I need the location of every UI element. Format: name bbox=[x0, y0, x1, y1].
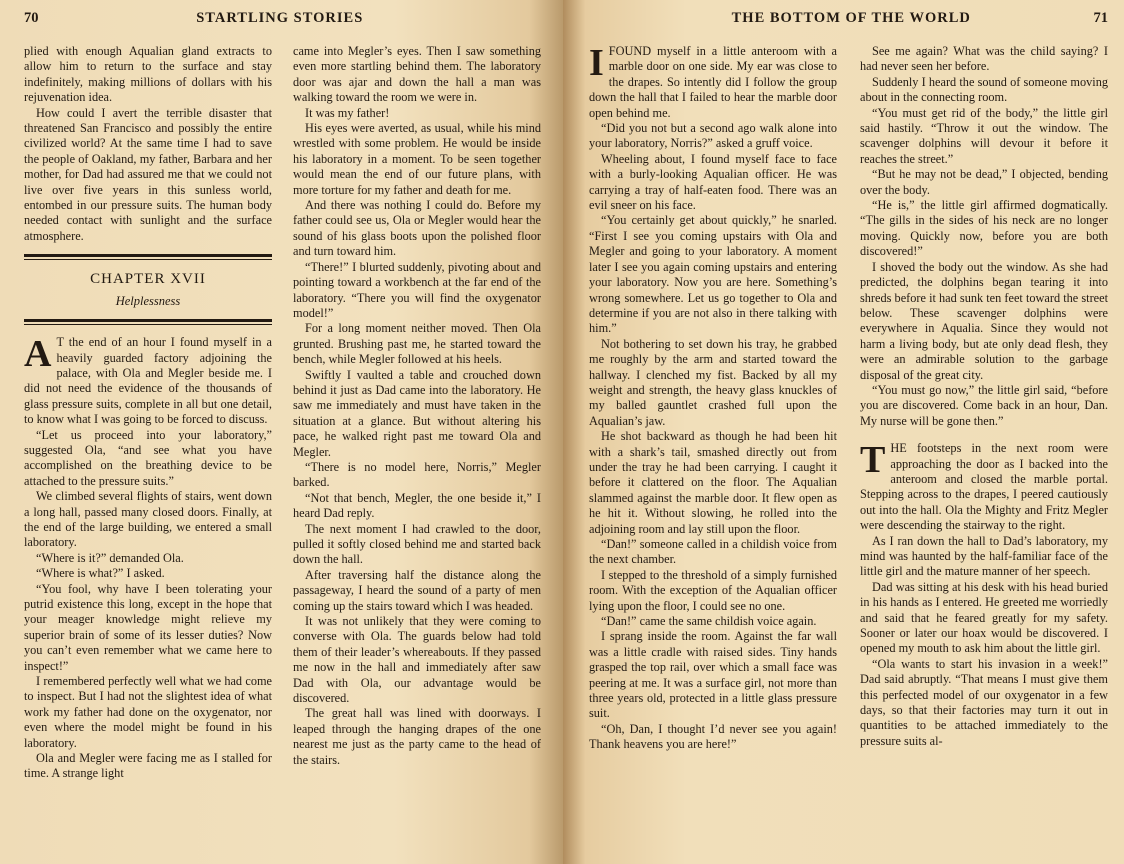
paragraph: “But he may not be dead,” I objected, bending over the body. bbox=[860, 167, 1108, 197]
paragraph: And there was nothing I could do. Before my father could see us, Ola or Megler would hear the sound of his glass boots upon the polished floor and turn toward him. bbox=[293, 198, 541, 259]
paragraph: “Dan!” came the same childish voice again. bbox=[601, 614, 817, 629]
paragraph: “You must get rid of the body,” the little girl said hastily. “Throw it out the window. The scavenger dolphins will devour it before it reaches the street.” bbox=[860, 105, 1108, 166]
paragraph: “Where is it?” demanded Ola. bbox=[36, 550, 184, 565]
paragraph: Wheeling about, I found myself face to face with a burly-looking Aqualian officer. He was carrying a tray of half-eaten food. There was an evil sneer on his face. bbox=[589, 151, 837, 213]
paragraph: “Dan!” someone called in a childish voice from the next chamber. bbox=[589, 537, 837, 567]
section-opening-paragraph: IFOUND myself in a little anteroom with a marble door on one side. My ear was close to the drapes. So intently did I follow the group down the hall that I failed to hear the marble door open behind me. bbox=[589, 42, 837, 120]
paragraph: Dad was sitting at his desk with his head buried in his hands as I entered. He greeted me worriedly and said that he feared greatly for my safety. Sooner or later our hoax would be discovered. I opened my mouth to ask him about the little girl. bbox=[860, 579, 1108, 656]
paragraph: We climbed several flights of stairs, went down a long hall, passed many closed doors. Finally, at the end of the large building, we entered a small laboratory. bbox=[24, 489, 272, 550]
drop-cap: I bbox=[589, 42, 604, 84]
paragraph: See me again? What was the child saying? I had never seen her before. bbox=[860, 44, 1108, 74]
right-running-header bbox=[589, 10, 1108, 34]
left-running-header bbox=[24, 10, 541, 34]
paragraph: The great hall was lined with doorways. I leaped through the hanging drapes of the one nearest me just as the party came to the head of the stairs. bbox=[293, 706, 541, 767]
paragraph: “You certainly get about quickly,” he snarled. “First I see you coming upstairs with Ola and Megler and going to your laboratory. A moment later I see you again coming upstairs and entering your laboratory. Now you are here. Something’s wrong somewhere. Let us go together to Ola and determine if you are not also in there talking with him.” bbox=[589, 213, 837, 336]
chapter-title: CHAPTER XVII bbox=[90, 271, 206, 288]
paragraph: The next moment I had crawled to the door, pulled it softly closed behind me and started back down the hall. bbox=[293, 521, 541, 567]
right-running-head: THE BOTTOM OF THE WORLD bbox=[731, 10, 971, 26]
paragraph: “There is no model here, Norris,” Megler barked. bbox=[293, 459, 541, 490]
right-column-1 bbox=[589, 44, 837, 753]
chapter-subtitle: Helplessness bbox=[115, 293, 181, 308]
paragraph: “Did you not but a second ago walk alone into your laboratory, Norris?” asked a gruff voice. bbox=[589, 121, 837, 151]
paragraph: His eyes were averted, as usual, while his mind wrestled with some problem. He would be inside his laboratory in a moment. To be seen together would mean the end of our future plans, with more torture for my father and death for me. bbox=[293, 121, 541, 197]
drop-cap: T bbox=[860, 439, 886, 482]
paragraph: plied with enough Aqualian gland extracts to allow him to return to the surface and stay indefinitely, making millions of dollars with his rejuvenation idea. bbox=[24, 44, 272, 105]
paragraph: “Ola wants to start his invasion in a week!” Dad said abruptly. “That means I must give them this perfected model of our oxygenator in a few days, so that their factories may turn it out in quantities to be attached immediately to the pressure suits al- bbox=[860, 656, 1108, 748]
right-column-2 bbox=[860, 44, 1108, 753]
paragraph: As I ran down the hall to Dad’s laboratory, my mind was haunted by the half-familiar face of the little girl and the mature manner of her speech. bbox=[860, 533, 1108, 579]
paragraph: Suddenly I heard the sound of someone moving about in the connecting room. bbox=[860, 74, 1108, 105]
right-page-number: 71 bbox=[1093, 10, 1108, 26]
paragraph: Ola and Megler were facing me as I stalled for time. A strange light bbox=[24, 751, 272, 781]
paragraph: I remembered perfectly well what we had come to inspect. But I had not the slightest idea of what work my father had done on the oxygenator, nor even where the model might be found in his laboratory. bbox=[24, 674, 272, 750]
paragraph: Not bothering to set down his tray, he grabbed me roughly by the arm and started toward the hallway. I clenched my fist. Backed by all my weight and strength, the heavy glass knuckles of my balled gauntlet crashed full upon the Aqualian’s jaw. bbox=[589, 336, 837, 428]
paragraph: How could I avert the terrible disaster that threatened San Francisco and possibly the entire civilized world? At the same time I had to save the people of Oakland, my father, Barbara and her mother, for Dad had assured me that we could not live over five years in this sunless world, entombed in our pressure suits. The human body needed contact with sunlight and the surface atmosphere. bbox=[24, 105, 272, 243]
paragraph: I sprang inside the room. Against the far wall was a little cradle with raised sides. Tiny hands grasped the top rail, over which a small face was peering at me. It was a surface girl, not more than three years old, protected in a little glass pressure suit. bbox=[589, 629, 837, 721]
paragraph: “Where is what?” I asked. bbox=[36, 566, 165, 581]
paragraph: came into Megler’s eyes. Then I saw something even more startling behind them. The laboratory door was ajar and down the hall a man was walking toward the room we were in. bbox=[293, 44, 541, 105]
paragraph: “There!” I blurted suddenly, pivoting about and pointing toward a workbench at the far end of the laboratory. “There you will find the oxygenator model!” bbox=[293, 259, 541, 320]
paragraph: It was not unlikely that they were coming to converse with Ola. The guards below had told them of their leader’s whereabouts. If they passed me now in the hall and immediately after saw Dad with Ola, our advantage would be discovered. bbox=[293, 614, 541, 706]
left-running-head: STARTLING STORIES bbox=[196, 10, 364, 26]
paragraph: I stepped to the threshold of a simply furnished room. With the exception of the Aqualian officer lying upon the floor, I could see no one. bbox=[589, 567, 837, 613]
divider-rule bbox=[24, 319, 272, 325]
chapter-opening-paragraph: A T the end of an hour I found myself in a heavily guarded factory adjoining the palace, with Ola and Megler beside me. I did not need the evidence of the thousands of glass pressure suits, complete in all but one detail, to know what I was going to be forced to discuss. bbox=[24, 333, 272, 427]
drop-cap: A bbox=[24, 333, 52, 376]
paragraph: He shot backward as though he had been hit with a shark’s tail, smashed directly out from under the tray he had been carrying. I caught it before it clattered on the floor. The Aqualian slammed against the marble door. It flew open as he hit it. Without slowing, he rolled into the adjoining room and lay still upon the floor. bbox=[589, 429, 837, 536]
left-column-1 bbox=[24, 44, 272, 782]
paragraph: “You must go now,” the little girl said, “before you are discovered. Come back in an hour, Dan. My nurse will be gone then.” bbox=[860, 382, 1108, 428]
paragraph: “Oh, Dan, I thought I’d never see you again! Thank heavens you are here!” bbox=[589, 721, 837, 752]
paragraph: “Let us proceed into your laboratory,” suggested Ola, “and see what you have accomplished on the breathing device to be attached to the pressure suits.” bbox=[24, 427, 272, 488]
paragraph: “He is,” the little girl affirmed dogmatically. “The gills in the sides of his neck are no longer moving. Quickly now, before you are both discovered!” bbox=[860, 198, 1108, 259]
paragraph: For a long moment neither moved. Then Ola grunted. Brushing past me, he started toward the bench, while Megler followed at his heels. bbox=[293, 321, 541, 367]
paragraph: “You fool, why have I been tolerating your putrid existence this long, except in the hope that your meager knowledge might relieve my superior brain of some of its lesser duties? Now you can’t even remember what we came here to inspect!” bbox=[24, 581, 272, 673]
left-column-2 bbox=[293, 44, 541, 782]
paragraph: “Not that bench, Megler, the one beside it,” I heard Dad reply. bbox=[293, 490, 541, 521]
left-page-number: 70 bbox=[24, 10, 39, 26]
paragraph: After traversing half the distance along the passageway, I heard the sound of a party of men coming up the stairs toward which I was headed. bbox=[293, 567, 541, 613]
section-opening-paragraph: THE footsteps in the next room were approaching the door as I backed into the anteroom and closed the marble portal. Stepping across to the drapes, I peered cautiously out into the hall. Ola the Mighty and Fritz Megler were descending the stairway to the right. bbox=[860, 439, 1108, 533]
paragraph: I shoved the body out the window. As she had predicted, the dolphins began tearing it into shreds before it had sunk ten feet toward the street below. These scavenger dolphins were everywhere in Aqualia. Since they would not harm a living body, but ate only dead flesh, they were an admirable solution to the garbage disposal of the great city. bbox=[860, 259, 1108, 382]
right-page bbox=[563, 0, 1124, 864]
paragraph: It was my father! bbox=[305, 105, 390, 120]
divider-rule bbox=[24, 254, 272, 260]
paragraph: Swiftly I vaulted a table and crouched down behind it just as Dad came into the laboratory. He saw me immediately and must have taken in the situation at a glance. But without altering his pace, he walked right past me toward Ola and Megler. bbox=[293, 367, 541, 459]
